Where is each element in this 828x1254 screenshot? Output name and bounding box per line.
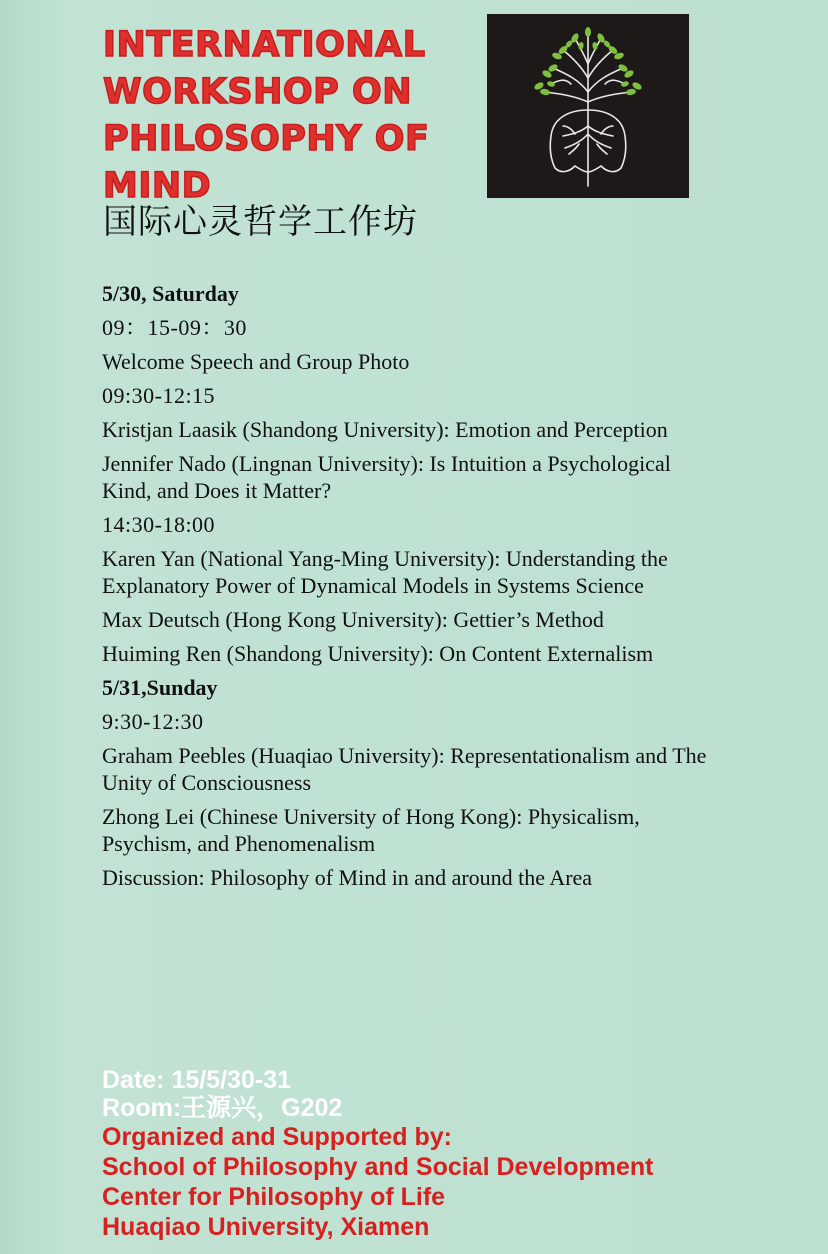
- event-room: Room:王源兴，G202: [102, 1094, 343, 1122]
- time-slot: 09:30-12:15: [102, 383, 216, 408]
- program-item: Welcome Speech and Group Photo: [102, 349, 410, 374]
- title-english: [103, 22, 483, 210]
- day-heading-1: 5/30, Saturday: [102, 281, 239, 306]
- title-line-2: WORKSHOP ON: [103, 72, 413, 112]
- time-slot: 14:30-18:00: [102, 512, 216, 537]
- workshop-logo: [487, 14, 689, 198]
- organizers-label: Organized and Supported by:: [102, 1123, 453, 1151]
- event-footer: [102, 1066, 802, 1242]
- program-item: Jennifer Nado (Lingnan University): Is Intuition a Psychological Kind, and Does it Matter?: [102, 451, 671, 503]
- organizer-school: School of Philosophy and Social Development: [102, 1153, 654, 1181]
- title-line-4: MIND: [103, 166, 212, 206]
- organizer-center: Center for Philosophy of Life: [102, 1183, 446, 1211]
- organizer-university: Huaqiao University, Xiamen: [102, 1213, 430, 1241]
- program-schedule: [102, 280, 722, 898]
- time-slot: 9:30-12:30: [102, 709, 204, 734]
- day-heading-2: 5/31,Sunday: [102, 675, 218, 700]
- tree-head-icon: [487, 14, 689, 198]
- program-item: Discussion: Philosophy of Mind in and around the Area: [102, 865, 593, 890]
- time-slot: 09：15-09：30: [102, 315, 247, 340]
- program-item: Huiming Ren (Shandong University): On Content Externalism: [102, 641, 654, 666]
- title-chinese: 国际心灵哲学工作坊: [103, 202, 418, 242]
- program-item: Graham Peebles (Huaqiao University): Representationalism and The Unity of Consciousness: [102, 743, 707, 795]
- title-line-1: INTERNATIONAL: [103, 25, 426, 65]
- program-item: Zhong Lei (Chinese University of Hong Kong): Physicalism, Psychism, and Phenomenalism: [102, 804, 640, 856]
- program-item: Max Deutsch (Hong Kong University): Gettier’s Method: [102, 607, 604, 632]
- event-date: Date: 15/5/30-31: [102, 1066, 292, 1094]
- program-item: Karen Yan (National Yang-Ming University): Understanding the Explanatory Power of Dynamical Models in Systems Science: [102, 546, 668, 598]
- program-item: Kristjan Laasik (Shandong University): Emotion and Perception: [102, 417, 668, 442]
- title-line-3: PHILOSOPHY OF: [103, 119, 430, 159]
